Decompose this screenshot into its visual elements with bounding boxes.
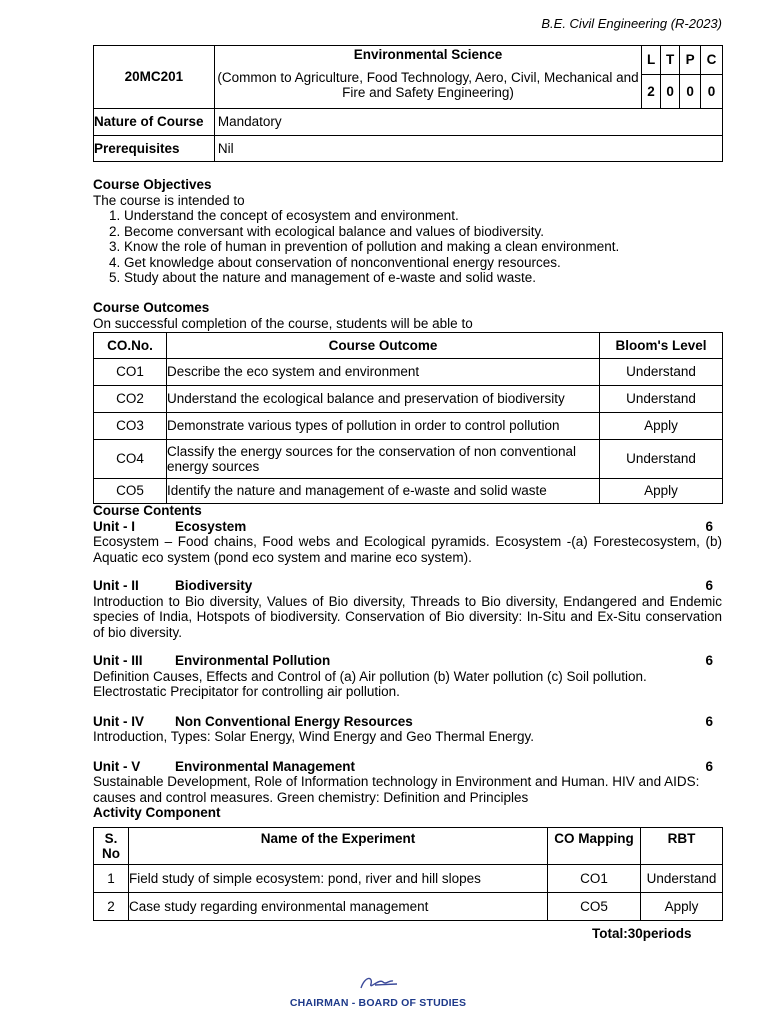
unit-text: Ecosystem – Food chains, Food webs and Ecological pyramids. Ecosystem -(a) Forestecosystem, (b) Aquatic eco system (pond eco system and marine eco system). xyxy=(93,534,722,565)
objective-item: 4. Get knowledge about conservation of nonconventional energy resources. xyxy=(124,255,733,271)
stamp-label: CHAIRMAN - BOARD OF STUDIES xyxy=(289,996,467,1009)
objective-item: 5. Study about the nature and management of e-waste and solid waste. xyxy=(124,270,733,286)
activity-co: CO1 xyxy=(548,865,641,893)
course-title-cell xyxy=(214,46,641,109)
unit-number: Unit - IV xyxy=(93,713,144,729)
activity-col-header: CO Mapping xyxy=(548,828,641,865)
unit-text: Sustainable Development, Role of Information technology in Environment and Human. HIV and AIDS: causes and control measures. Green chemistry: Definition and Principles xyxy=(93,774,700,805)
activity-table xyxy=(93,827,723,921)
outcomes-col-header: CO.No. xyxy=(94,333,167,359)
co-description: Describe the eco system and environment xyxy=(167,359,600,386)
unit-block xyxy=(93,519,723,566)
table-row xyxy=(94,386,723,413)
outcomes-heading: Course Outcomes xyxy=(93,300,210,315)
chairman-stamp xyxy=(275,972,481,1012)
unit-block xyxy=(93,714,723,745)
table-row xyxy=(94,413,723,440)
unit-header xyxy=(93,759,723,775)
activity-heading: Activity Component xyxy=(93,805,221,820)
co-description: Classify the energy sources for the conservation of non conventional energy sources xyxy=(167,440,600,479)
nature-value: Mandatory xyxy=(214,109,722,136)
co-description: Understand the ecological balance and preservation of biodiversity xyxy=(167,386,600,413)
outcomes-table xyxy=(93,332,723,504)
course-title: Environmental Science xyxy=(353,47,503,62)
co-description: Demonstrate various types of pollution in order to control pollution xyxy=(167,413,600,440)
co-number: CO5 xyxy=(94,479,167,504)
contents-heading: Course Contents xyxy=(93,503,202,518)
objectives-intro: The course is intended to xyxy=(93,192,245,208)
table-row xyxy=(94,479,723,504)
ltpc-cell xyxy=(642,46,723,109)
co-number: CO2 xyxy=(94,386,167,413)
activity-experiment: Field study of simple ecosystem: pond, river and hill slopes xyxy=(129,865,548,893)
nature-label: Nature of Course xyxy=(94,109,215,136)
co-bloom-level: Understand xyxy=(600,359,723,386)
course-code: 20MC201 xyxy=(94,46,215,109)
table-row xyxy=(94,865,723,893)
unit-hours: 6 xyxy=(705,653,713,668)
unit-title: Environmental Pollution xyxy=(175,653,331,668)
objectives-list xyxy=(93,208,733,286)
co-bloom-level: Apply xyxy=(600,479,723,504)
course-header-table xyxy=(93,45,723,162)
activity-col-header: RBT xyxy=(641,828,723,865)
table-row xyxy=(94,440,723,479)
prereq-value: Nil xyxy=(214,136,722,162)
unit-title: Ecosystem xyxy=(175,518,247,534)
outcomes-intro: On successful completion of the course, students will be able to xyxy=(93,315,473,331)
table-row xyxy=(94,359,723,386)
objective-item: 3. Know the role of human in prevention of pollution and making a clean environment. xyxy=(124,239,733,255)
co-bloom-level: Understand xyxy=(600,440,723,479)
unit-hours: 6 xyxy=(705,518,713,534)
unit-block xyxy=(93,578,723,640)
unit-number: Unit - II xyxy=(93,578,139,593)
ltpc-label: C xyxy=(701,46,722,74)
ltpc-label: T xyxy=(660,46,679,74)
unit-hours: 6 xyxy=(705,758,713,774)
unit-text: Introduction, Types: Solar Energy, Wind Energy and Geo Thermal Energy. xyxy=(93,729,534,744)
prereq-label: Prerequisites xyxy=(94,136,215,162)
co-description: Identify the nature and management of e-waste and solid waste xyxy=(167,479,600,504)
activity-co: CO5 xyxy=(548,893,641,921)
unit-title: Biodiversity xyxy=(175,578,253,593)
activity-rbt: Understand xyxy=(641,865,723,893)
activity-sno: 1 xyxy=(94,865,129,893)
signature-icon xyxy=(323,972,433,994)
co-bloom-level: Understand xyxy=(600,386,723,413)
program-header: B.E. Civil Engineering (R-2023) xyxy=(541,16,722,31)
co-number: CO4 xyxy=(94,440,167,479)
unit-hours: 6 xyxy=(705,713,713,729)
outcomes-col-header: Course Outcome xyxy=(167,333,600,359)
unit-block xyxy=(93,653,723,700)
outcomes-col-header: Bloom's Level xyxy=(600,333,723,359)
course-objectives xyxy=(93,177,733,286)
objective-item: 1. Understand the concept of ecosystem and environment. xyxy=(124,208,733,224)
unit-number: Unit - V xyxy=(93,758,141,774)
ltpc-label: L xyxy=(642,46,660,74)
activity-rbt: Apply xyxy=(641,893,723,921)
co-number: CO3 xyxy=(94,413,167,440)
unit-hours: 6 xyxy=(705,578,713,593)
unit-block xyxy=(93,759,723,806)
co-number: CO1 xyxy=(94,359,167,386)
ltpc-value: 0 xyxy=(701,74,722,108)
unit-title: Non Conventional Energy Resources xyxy=(175,713,413,729)
unit-number: Unit - III xyxy=(93,653,143,668)
unit-header xyxy=(93,519,723,535)
course-note: (Common to Agriculture, Food Technology, Aero, Civil, Mechanical and Fire and Safety Engineering) xyxy=(217,69,639,100)
ltpc-value: 0 xyxy=(680,74,701,108)
objectives-heading: Course Objectives xyxy=(93,177,212,192)
activity-col-header: S. No xyxy=(94,828,129,865)
activity-experiment: Case study regarding environmental management xyxy=(129,893,548,921)
table-row xyxy=(94,893,723,921)
objective-item: 2. Become conversant with ecological balance and values of biodiversity. xyxy=(124,224,733,240)
unit-text: Definition Causes, Effects and Control of (a) Air pollution (b) Water pollution (c) Soil pollution. Electrostatic Precipitator for controlling air pollution. xyxy=(93,668,647,699)
unit-text: Introduction to Bio diversity, Values of Bio diversity, Threads to Bio diversity, Endangered and Endemic species of India, Hotspots of biodiversity. Conservation of Bio diversity: In-Situ and Ex-Situ conservation of bio diversity. xyxy=(93,593,722,640)
co-bloom-level: Apply xyxy=(600,413,723,440)
ltpc-label: P xyxy=(680,46,701,74)
unit-header xyxy=(93,578,723,594)
unit-title: Environmental Management xyxy=(175,758,356,774)
ltpc-value: 2 xyxy=(642,74,660,108)
unit-header xyxy=(93,714,723,730)
course-contents xyxy=(93,503,723,821)
course-outcomes-intro xyxy=(93,300,733,331)
unit-header xyxy=(93,653,723,669)
activity-sno: 2 xyxy=(94,893,129,921)
activity-col-header: Name of the Experiment xyxy=(129,828,548,865)
total-periods: Total:30periods xyxy=(592,926,692,941)
ltpc-value: 0 xyxy=(660,74,679,108)
unit-number: Unit - I xyxy=(93,518,135,534)
